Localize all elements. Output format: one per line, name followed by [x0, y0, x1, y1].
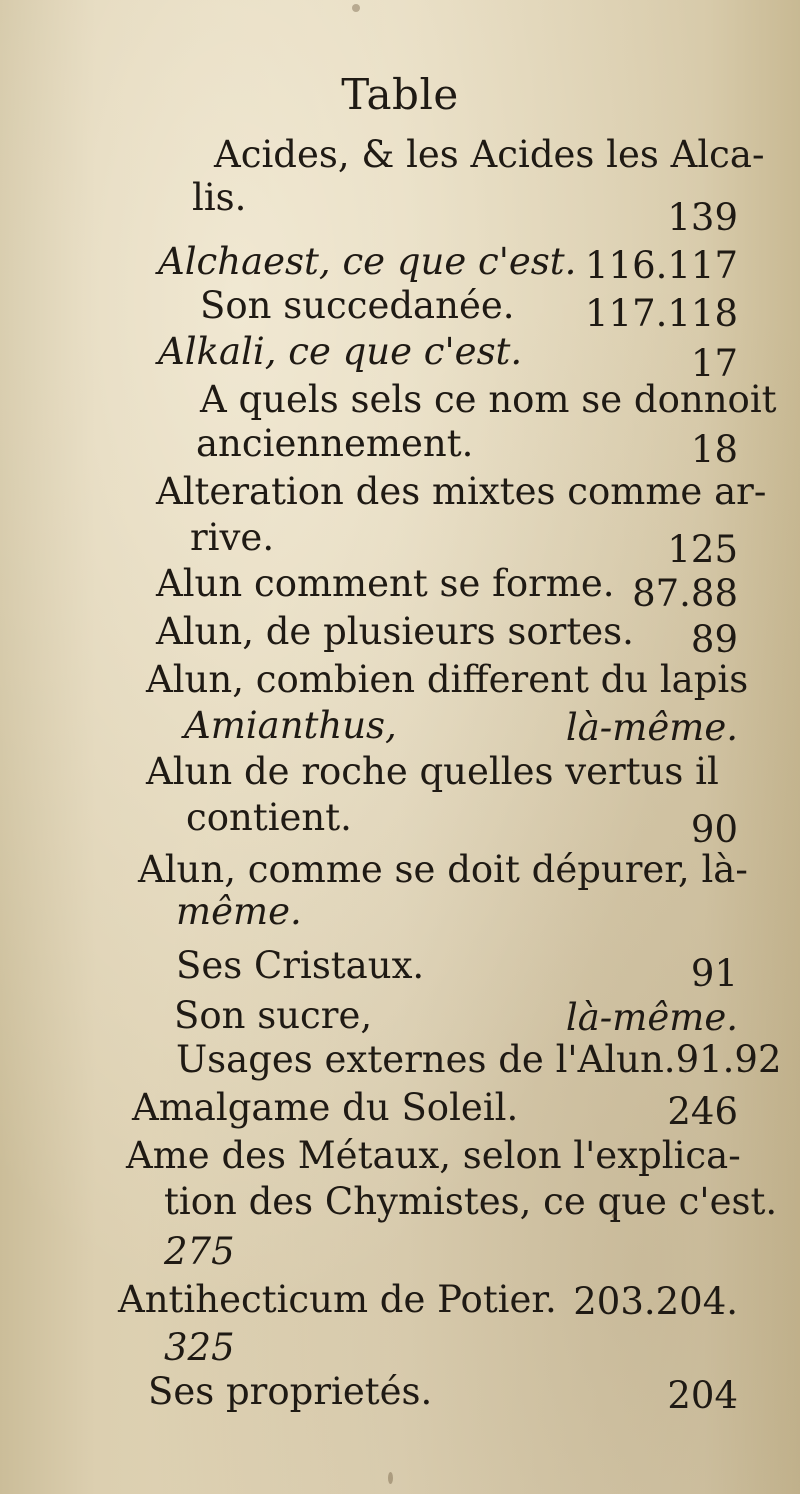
entry-page: 139 — [667, 196, 738, 239]
entry-text: contient. — [186, 796, 352, 839]
entry-text: Amianthus, — [184, 704, 397, 747]
entry-text: rive. — [190, 516, 275, 559]
entry-page: 117.118 — [584, 292, 738, 335]
entry-text: anciennement. — [196, 422, 474, 465]
entry-text: Alkali, ce que c'est. — [158, 330, 523, 373]
entry-text: Acides, & les Acides les Alca- — [214, 133, 765, 176]
entry-text: Ses Cristaux. — [176, 944, 425, 987]
entry-text: Son sucre, — [174, 994, 373, 1037]
entry-text: Alun comment se forme. — [156, 562, 615, 605]
entry-page: 204 — [667, 1374, 738, 1417]
entry-text: 275 — [164, 1230, 235, 1273]
entry-text: Ame des Métaux, selon l'explica- — [126, 1134, 741, 1177]
entry-text: Alun, comme se doit dépurer, là- — [138, 848, 748, 891]
entry-text: Antihecticum de Potier. — [118, 1278, 557, 1321]
entry-text: 325 — [164, 1326, 235, 1369]
entry-text: tion des Chymistes, ce que c'est. — [164, 1180, 778, 1223]
entry-page: 87.88 — [632, 572, 738, 615]
entry-text: Alun, combien different du lapis — [146, 658, 749, 701]
entry-page: 246 — [667, 1090, 738, 1133]
paper-speck — [612, 1214, 616, 1218]
entry-text: Alteration des mixtes comme ar- — [156, 470, 767, 513]
entry-text: Amalgame du Soleil. — [132, 1086, 519, 1129]
entry-page: là-même. — [565, 706, 738, 749]
entry-page: 90 — [690, 808, 738, 851]
entry-page: 116.117 — [584, 244, 738, 287]
entry-page: 17 — [690, 342, 738, 385]
entry-text: Alun, de plusieurs sortes. — [156, 610, 634, 653]
entry-page: 203.204. — [573, 1280, 738, 1323]
entry-page: 89 — [690, 618, 738, 661]
entry-text: Alun de roche quelles vertus il — [146, 750, 719, 793]
paper-speck — [352, 4, 360, 12]
page-title: Table — [341, 70, 459, 119]
entry-text: même. — [176, 890, 302, 933]
entry-text: A quels sels ce nom se donnoit — [200, 378, 777, 421]
entry-text: Alchaest, ce que c'est. — [158, 240, 577, 283]
entry-page: là-même. — [565, 996, 738, 1039]
entry-page: 18 — [690, 428, 738, 471]
entry-page: 125 — [667, 528, 738, 571]
entry-text: lis. — [192, 176, 247, 219]
entry-page: 91 — [690, 952, 738, 995]
entry-text: Usages externes de l'Alun.91.92 — [176, 1038, 782, 1081]
entry-text: Ses proprietés. — [148, 1370, 433, 1413]
paper-speck — [388, 1472, 393, 1484]
entry-text: Son succedanée. — [200, 284, 515, 327]
